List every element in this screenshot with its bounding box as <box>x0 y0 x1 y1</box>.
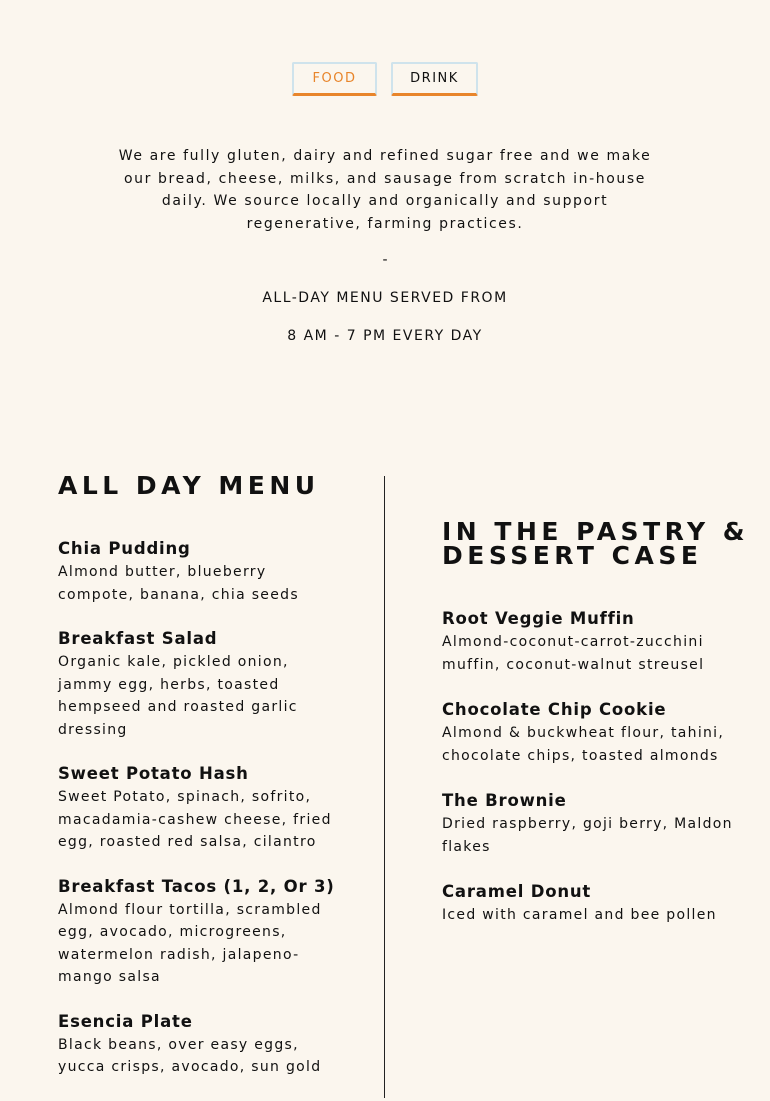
tab-food[interactable]: FOOD <box>292 62 377 96</box>
menu-item-name: Caramel Donut <box>442 882 592 901</box>
menu-item-name: Sweet Potato Hash <box>58 764 249 783</box>
menu-item <box>442 790 752 858</box>
menu-item <box>442 881 752 927</box>
menu-item-description: Almond & buckwheat flour, tahini, chocolate chips, toasted almonds <box>442 725 725 764</box>
menu-item-name: Esencia Plate <box>58 1011 193 1031</box>
column-divider <box>384 476 385 1098</box>
pastry-case-list <box>442 608 752 950</box>
menu-item-name: Chocolate Chip Cookie <box>442 700 667 719</box>
all-day-menu-list <box>58 538 348 1101</box>
menu-tabs <box>0 62 770 102</box>
menu-item <box>442 699 752 767</box>
menu-item-name: Root Veggie Muffin <box>442 609 635 628</box>
menu-item <box>58 628 348 741</box>
menu-item <box>442 608 752 676</box>
menu-item-description: Iced with caramel and bee pollen <box>442 907 717 923</box>
menu-item-description: Almond flour tortilla, scrambled egg, avocado, microgreens, watermelon radish, jalapeno-mango salsa <box>58 901 322 985</box>
hours-line-1: ALL-DAY MENU SERVED FROM <box>262 290 508 306</box>
menu-item-description: Almond-coconut-carrot-zucchini muffin, coconut-walnut streusel <box>442 634 705 673</box>
menu-item <box>58 763 348 854</box>
hours-line-2: 8 AM - 7 PM EVERY DAY <box>287 328 483 344</box>
tab-drink[interactable]: DRINK <box>391 62 478 96</box>
menu-item-name: Chia Pudding <box>58 539 191 558</box>
menu-item <box>58 538 348 606</box>
menu-item <box>58 876 348 989</box>
menu-item-description: Almond butter, blueberry compote, banana, chia seeds <box>58 564 299 603</box>
intro-separator: - <box>382 252 388 268</box>
menu-item <box>58 1011 348 1079</box>
menu-item-description: Black beans, over easy eggs, yucca crisps, avocado, sun gold <box>58 1036 322 1075</box>
menu-item-description: Organic kale, pickled onion, jammy egg, herbs, toasted hempseed and roasted garlic dressing <box>58 654 298 738</box>
menu-item-name: The Brownie <box>442 791 567 810</box>
all-day-menu-title: ALL DAY MENU <box>58 471 320 500</box>
pastry-case-title: IN THE PASTRY & DESSERT CASE <box>442 517 750 570</box>
menu-item-description: Sweet Potato, spinach, sofrito, macadamia-cashew cheese, fried egg, roasted red salsa, cilantro <box>58 789 332 850</box>
intro-text: We are fully gluten, dairy and refined sugar free and we make our bread, cheese, milks, and sausage from scratch in-house daily. We source locally and organically and support regenerative, farming practices. <box>118 148 652 232</box>
menu-item-name: Breakfast Salad <box>58 629 218 648</box>
menu-item-description: Dried raspberry, goji berry, Maldon flakes <box>442 816 733 855</box>
menu-item-name: Breakfast Tacos (1, 2, Or 3) <box>58 876 335 896</box>
